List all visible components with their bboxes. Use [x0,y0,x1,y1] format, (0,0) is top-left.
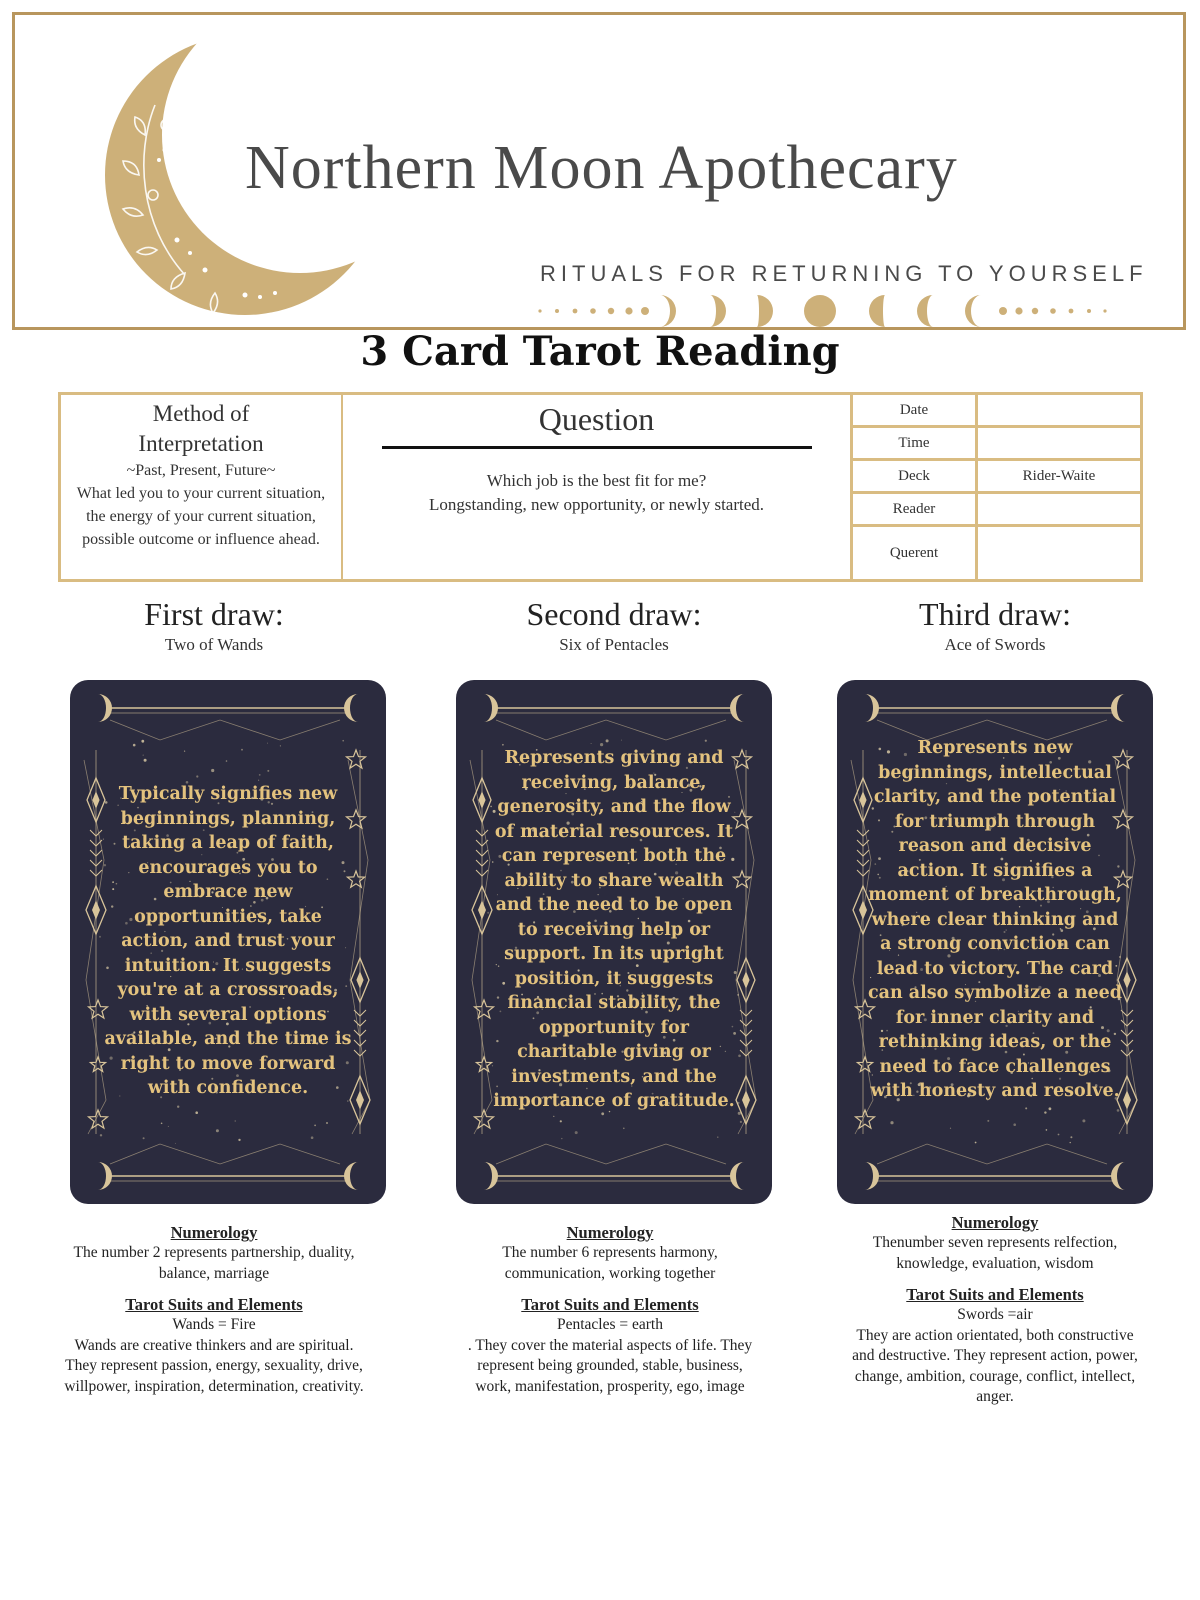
meta-row-deck [853,461,1140,494]
moon-phases-icon [535,293,1135,329]
suit-description: . They cover the material aspects of life. They represent being grounded, stable, business, work, manifestation, prosperity, ego, image [467,1336,753,1395]
numerology-text: The number 6 represents harmony, communication, working together [502,1244,718,1282]
draw-2-card-name: Six of Pentacles [559,635,669,654]
draw-2-card [456,680,772,1204]
meta-label-date: Date [853,395,978,425]
question-divider [382,446,812,449]
meta-value-time[interactable] [978,428,1140,458]
suit-element: Wands = Fire [172,1316,256,1333]
star-icon [856,1110,875,1128]
question-title: Question [538,401,655,437]
meta-value-querent[interactable] [978,527,1140,579]
question-line-2: Longstanding, new opportunity, or newly started. [428,495,765,514]
draw-3-heading [815,596,1175,655]
meta-value-reader[interactable] [978,494,1140,524]
suits-heading: Tarot Suits and Elements [521,1295,699,1314]
meta-row-time [853,428,1140,461]
draw-3-notes [845,1212,1145,1408]
question-line-1: Which job is the best fit for me? [486,471,707,490]
meta-label-reader: Reader [853,494,978,524]
draw-1-card-name: Two of Wands [164,635,264,654]
suit-element: Swords =air [957,1306,1033,1323]
question-cell [343,395,853,579]
meta-row-date [853,395,1140,428]
draw-2-meaning: Represents giving and receiving, balance, generosity, and the flow of material resources. It can represent both the ability to share wealth and the need to be open to receiving help or support. In its upright position, it suggests financial stability, the opportunity for charitable giving or investments, and the importance of gratitude. [493,748,735,1111]
crescent-icon [98,694,112,722]
page-title: 3 Card Tarot Reading [360,328,840,375]
draw-2-title: Second draw: [526,596,702,632]
suit-description: Wands are creative thinkers and are spiritual. They represent passion, energy, sexuality, drive, willpower, inspiration, determination, creativity. [64,1336,364,1395]
brand-tagline: RITUALS FOR RETURNING TO YOURSELF [540,261,1148,286]
crescent-icon [484,694,498,722]
crescent-icon [1111,694,1125,722]
suit-element: Pentacles = earth [556,1316,663,1333]
header-banner [12,12,1186,330]
draw-2-heading [434,596,794,655]
meta-row-querent [853,527,1140,579]
draw-3-title: Third draw: [919,596,1071,632]
crescent-icon [98,1162,112,1190]
brand-name: Northern Moon Apothecary [245,134,958,202]
method-description: What led you to your current situation, the energy of your current situation, possible outcome or influence ahead. [76,485,326,548]
crescent-icon [865,1162,879,1190]
crescent-icon [344,1162,358,1190]
draw-3-card [837,680,1153,1204]
meta-label-deck: Deck [853,461,978,491]
draw-1-notes [64,1222,364,1397]
crescent-icon [484,1162,498,1190]
star-icon [89,1110,108,1128]
draw-1-meaning: Typically signifies new beginnings, planning, taking a leap of faith, encourages you to embrace new opportunities, take action, and trust your intuition. It suggests you're at a crossroads, with several options available, and the time is right to move forward with confidence. [104,784,352,1098]
meta-value-date[interactable] [978,395,1140,425]
numerology-text: The number 2 represents partnership, duality, balance, marriage [73,1244,355,1282]
crescent-icon [865,694,879,722]
meta-row-reader [853,494,1140,527]
crescent-icon [1111,1162,1125,1190]
draw-1-title: First draw: [144,596,284,632]
method-subtitle: ~Past, Present, Future~ [126,462,276,479]
crescent-icon [730,1162,744,1190]
draw-3-meaning: Represents new beginnings, intellectual clarity, and the potential for triumph through reason and decisive action. It signifies a moment of breakthrough, where clear thinking and a strong conviction can lead to victory. The card can also symbolize a need for inner clarity and rethinking ideas, or the need to face challenges with honesty and resolve. [868,738,1122,1101]
crescent-icon [344,694,358,722]
meta-fields [853,395,1140,579]
method-title-line1: Method of [152,401,250,426]
suits-heading: Tarot Suits and Elements [125,1295,303,1314]
meta-label-time: Time [853,428,978,458]
meta-label-querent: Querent [853,527,978,579]
draw-2-notes [460,1222,760,1397]
numerology-heading: Numerology [566,1223,654,1242]
draw-1-card [70,680,386,1204]
numerology-heading: Numerology [170,1223,258,1242]
draw-1-heading [34,596,394,655]
draw-3-card-name: Ace of Swords [944,635,1046,654]
reading-info-table [58,392,1143,582]
meta-value-deck[interactable]: Rider-Waite [1022,467,1096,484]
numerology-text: Thenumber seven represents relfection, knowledge, evaluation, wisdom [872,1234,1118,1272]
suit-description: They are action orientated, both constructive and destructive. They represent action, power, change, ambition, courage, conflict, intellect, anger. [852,1326,1138,1405]
numerology-heading: Numerology [951,1213,1039,1232]
method-title-line2: Interpretation [138,431,264,456]
suits-heading: Tarot Suits and Elements [906,1285,1084,1304]
crescent-icon [730,694,744,722]
method-cell [61,395,343,579]
